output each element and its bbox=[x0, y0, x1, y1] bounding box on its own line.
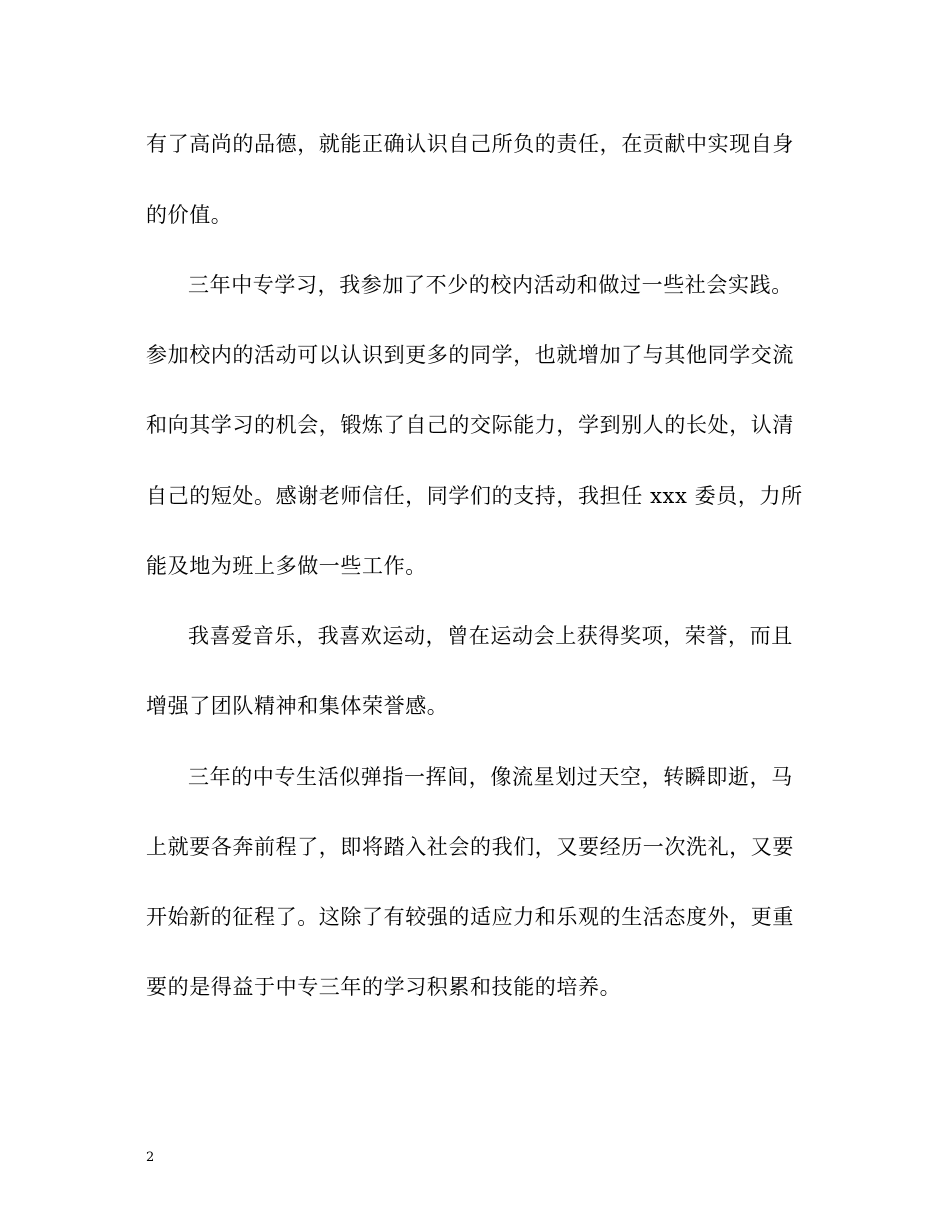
text-line: 和向其学习的机会，锻炼了自己的交际能力，学到别人的长处，认清 bbox=[146, 413, 794, 437]
paragraph-start-line: 三年的中专生活似弹指一挥间，像流星划过天空，转瞬即逝，马 bbox=[188, 765, 793, 789]
text-line: 有了高尚的品德，就能正确认识自己所负的责任，在贡献中实现自身 bbox=[146, 132, 794, 156]
text-line: 能及地为班上多做一些工作。 bbox=[146, 554, 427, 578]
text-line: 开始新的征程了。这除了有较强的适应力和乐观的生活态度外，更重 bbox=[146, 905, 794, 929]
text-line: 的价值。 bbox=[146, 203, 233, 227]
text-line: 要的是得益于中专三年的学习积累和技能的培养。 bbox=[146, 975, 622, 999]
paragraph-start-line: 我喜爱音乐，我喜欢运动，曾在运动会上获得奖项，荣誉，而且 bbox=[188, 624, 793, 648]
text-line: 上就要各奔前程了，即将踏入社会的我们，又要经历一次洗礼，又要 bbox=[146, 835, 794, 859]
text-line: 自己的短处。感谢老师信任，同学们的支持，我担任 xxx 委员，力所 bbox=[146, 484, 803, 508]
text-line: 参加校内的活动可以认识到更多的同学，也就增加了与其他同学交流 bbox=[146, 343, 794, 367]
paragraph-start-line: 三年中专学习，我参加了不少的校内活动和做过一些社会实践。 bbox=[188, 273, 793, 297]
page-number: 2 bbox=[146, 1150, 155, 1165]
text-line: 增强了团队精神和集体荣誉感。 bbox=[146, 694, 449, 718]
